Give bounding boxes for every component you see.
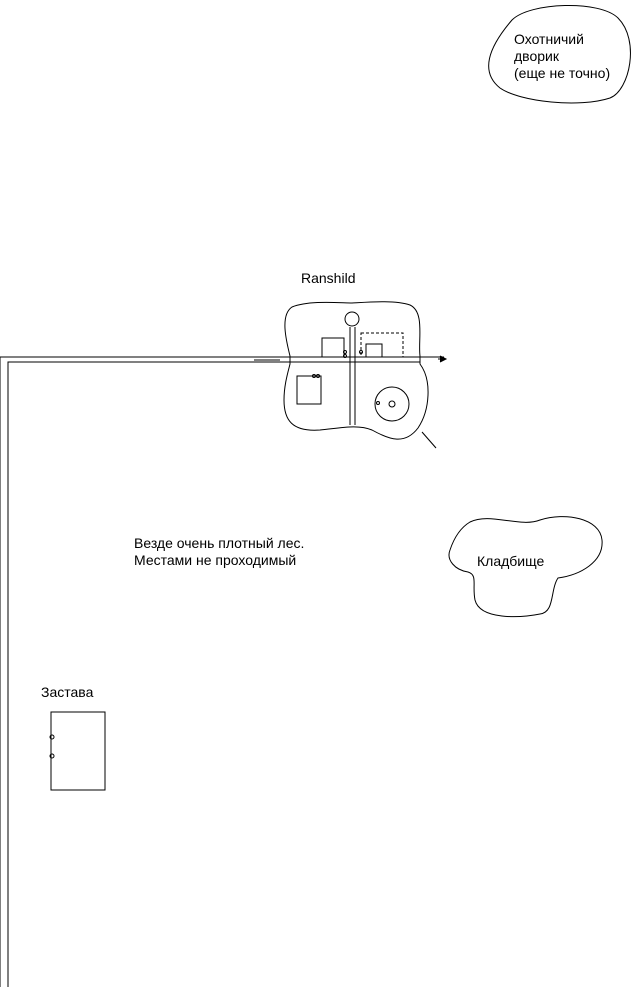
building-north-east: [366, 344, 382, 357]
gate-marker: [344, 355, 347, 358]
forest-note-line2: Местами не проходимый: [134, 552, 297, 568]
forest-note: [134, 535, 304, 569]
outpost-label: Застава: [41, 684, 94, 700]
plaza-center: [389, 401, 395, 407]
road-inner: [8, 362, 288, 987]
gate-marker: [344, 351, 347, 354]
outpost-building: [51, 712, 105, 790]
hunting-yard-label-line1: Охотничий: [514, 31, 584, 47]
forest-note-line1: Везде очень плотный лес.: [134, 535, 305, 551]
hunting-yard-label-line3: (еще не точно): [514, 65, 611, 81]
southeast-road-arrow: [422, 432, 436, 448]
plaza-circle: [375, 387, 409, 421]
ranshild-town-outline: [284, 302, 428, 439]
gate-marker: [377, 402, 380, 405]
tower-circle: [345, 312, 359, 326]
building-south-west: [297, 376, 321, 404]
hunting-yard-label-line2: дворик: [514, 48, 559, 64]
hunting-yard-label: [514, 31, 610, 82]
cemetery-label: Кладбище: [477, 553, 545, 569]
building-north-west: [322, 338, 344, 357]
ranshild-label: Ranshild: [301, 270, 356, 286]
road-outer: [0, 357, 288, 987]
